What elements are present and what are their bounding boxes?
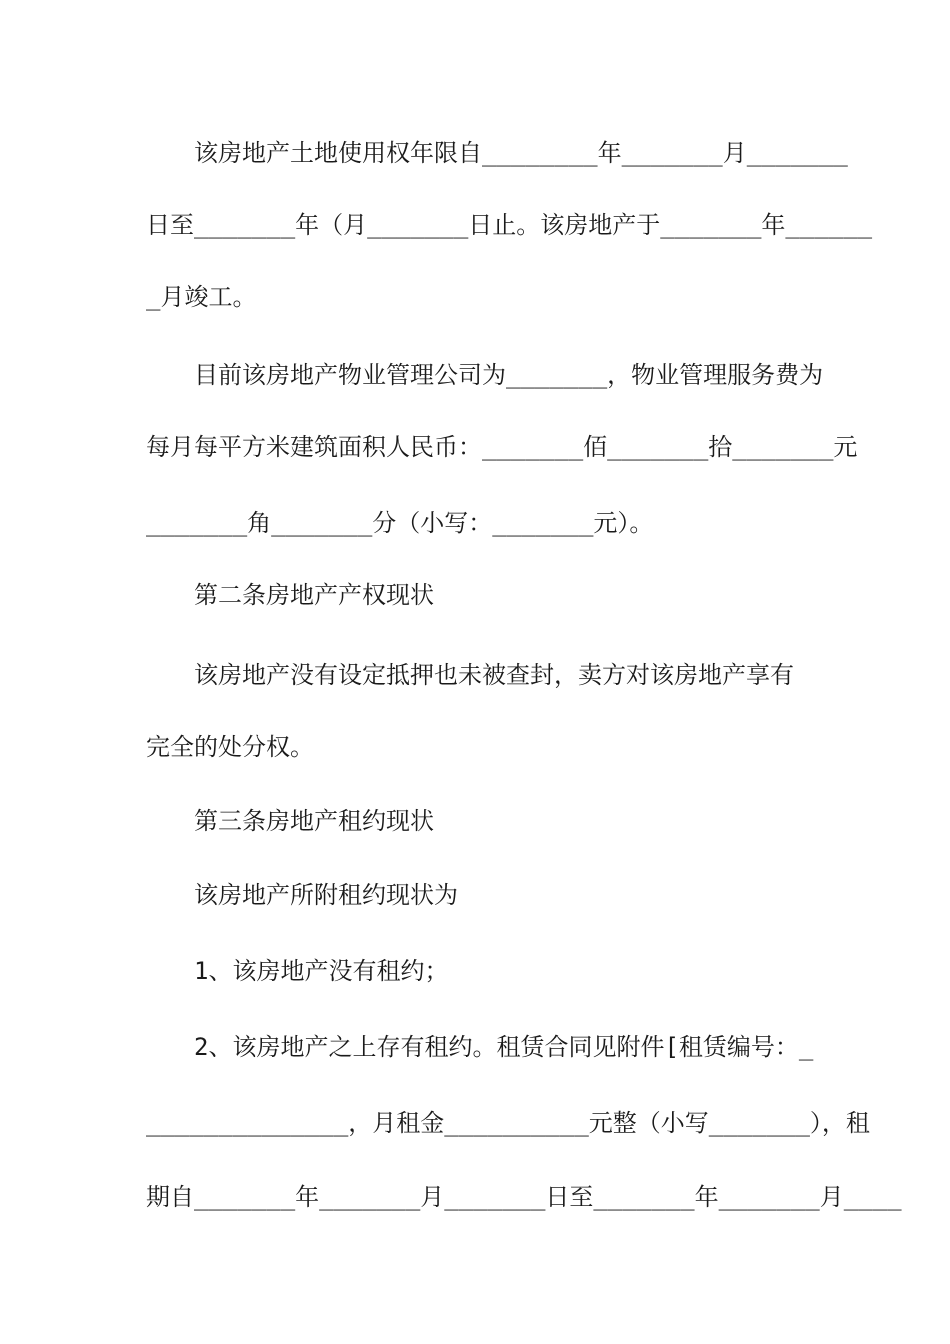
list-item-has-lease-cont: ______________，月租金__________元整（小写_______），租 <box>146 1109 870 1137</box>
paragraph-land-use-term-cont: 日至_______年（月_______日止。该房地产于_______年______ <box>146 211 873 239</box>
list-item-has-lease: 2、该房地产之上存有租约。租赁合同见附件[租赁编号：_ <box>194 1033 814 1061</box>
paragraph-management-fee: 每月每平方米建筑面积人民币：_______佰_______拾_______元 <box>146 433 858 461</box>
list-item-lease-period: 期自_______年_______月_______日至_______年_______月____ <box>146 1183 902 1211</box>
paragraph-title-status-cont: 完全的处分权。 <box>146 733 314 761</box>
heading-article-two: 第二条房地产产权现状 <box>194 581 434 609</box>
paragraph-completion: _月竣工。 <box>146 283 257 311</box>
paragraph-management-fee-amount: _______角_______分（小写：_______元）。 <box>146 509 654 537</box>
heading-article-three: 第三条房地产租约现状 <box>194 807 434 835</box>
list-item-no-lease: 1、该房地产没有租约； <box>194 957 449 985</box>
paragraph-title-status: 该房地产没有设定抵押也未被查封，卖方对该房地产享有 <box>194 661 794 689</box>
paragraph-property-management: 目前该房地产物业管理公司为_______，物业管理服务费为 <box>194 361 824 389</box>
paragraph-lease-status: 该房地产所附租约现状为 <box>194 881 458 909</box>
paragraph-land-use-term: 该房地产土地使用权年限自________年_______月_______ <box>194 139 848 167</box>
